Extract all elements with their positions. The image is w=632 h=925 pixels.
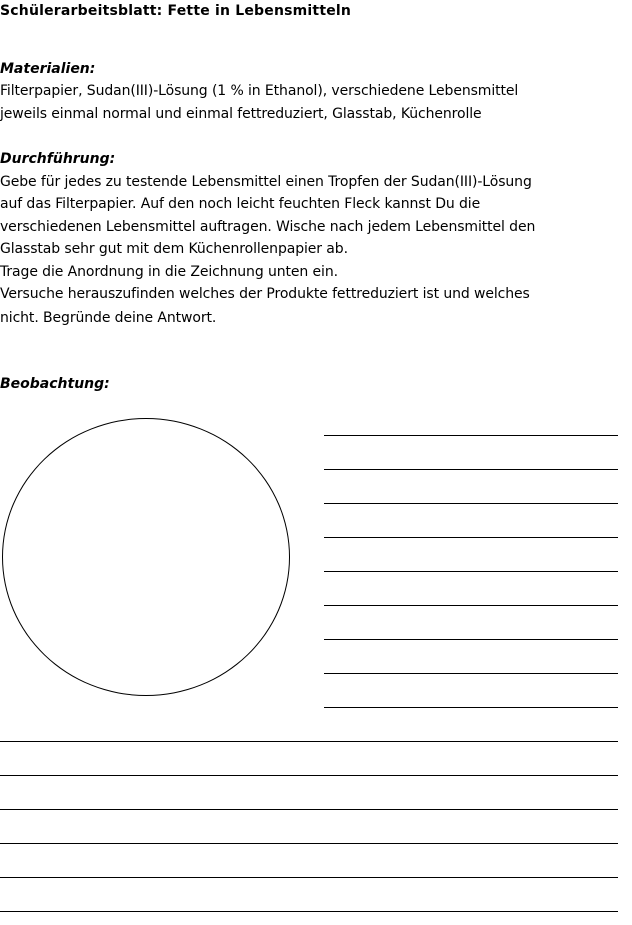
answer-line — [324, 571, 618, 572]
answer-line — [0, 911, 618, 912]
answer-line — [0, 775, 618, 776]
materials-line: Filterpapier, Sudan(III)-Lösung (1 % in Ethanol), verschiedene Lebensmittel — [0, 83, 519, 99]
answer-line — [324, 469, 618, 470]
procedure-line: Versuche herauszufinden welches der Produkte fettreduziert ist und welches — [0, 286, 530, 302]
answer-line — [324, 605, 618, 606]
answer-line — [324, 537, 618, 538]
materials-line: jeweils einmal normal und einmal fettreduziert, Glasstab, Küchenrolle — [0, 106, 482, 122]
answer-line — [0, 741, 618, 742]
answer-line — [324, 639, 618, 640]
procedure-line: auf das Filterpapier. Auf den noch leicht feuchten Fleck kannst Du die — [0, 196, 481, 212]
filter-paper-drawing-circle — [2, 418, 290, 696]
procedure-line: Gebe für jedes zu testende Lebensmittel einen Tropfen der Sudan(III)-Lösung — [0, 174, 532, 190]
materials-heading: Materialien: — [0, 61, 96, 77]
answer-line — [324, 673, 618, 674]
answer-line — [324, 435, 618, 436]
procedure-line: Trage die Anordnung in die Zeichnung unten ein. — [0, 264, 338, 280]
observation-heading: Beobachtung: — [0, 376, 110, 392]
answer-line — [324, 707, 618, 708]
worksheet-title: Schülerarbeitsblatt: Fette in Lebensmitteln — [0, 3, 352, 19]
answer-line — [0, 843, 618, 844]
answer-line — [0, 877, 618, 878]
procedure-line: verschiedenen Lebensmittel auftragen. Wische nach jedem Lebensmittel den — [0, 219, 536, 235]
procedure-line: Glasstab sehr gut mit dem Küchenrollenpapier ab. — [0, 241, 348, 257]
answer-line — [0, 809, 618, 810]
procedure-line: nicht. Begründe deine Antwort. — [0, 310, 217, 326]
procedure-heading: Durchführung: — [0, 151, 116, 167]
answer-line — [324, 503, 618, 504]
